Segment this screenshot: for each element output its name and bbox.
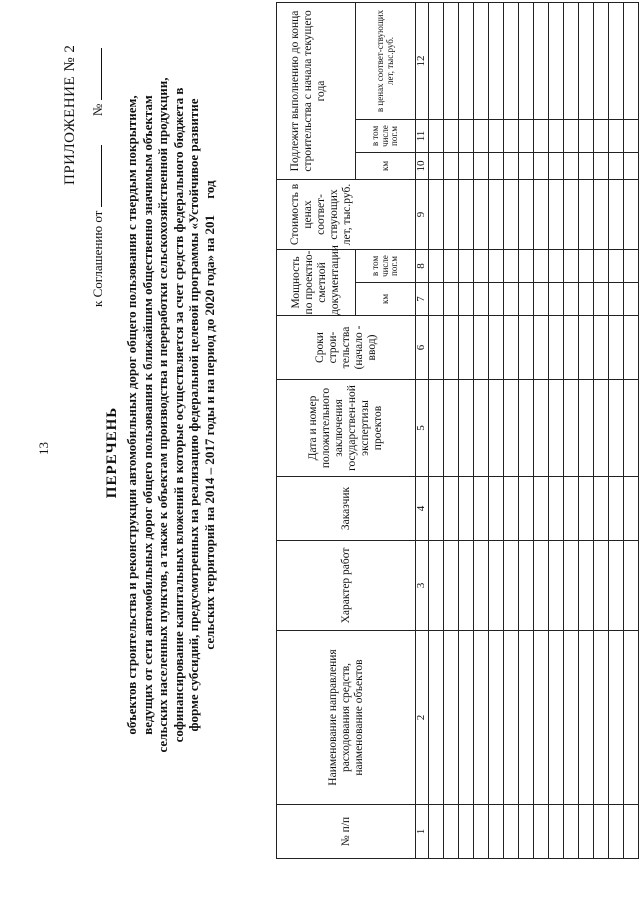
table-cell xyxy=(623,316,638,380)
table-cell xyxy=(578,631,593,805)
table-cell xyxy=(578,477,593,541)
table-cell xyxy=(593,152,608,179)
table-cell xyxy=(458,152,473,179)
table-cell xyxy=(473,2,488,119)
subtitle-line: сельских территорий на 2014 – 2017 годы и на период до 2020 года» на 201 год xyxy=(201,180,217,650)
column-number: 8 xyxy=(416,249,429,282)
subheader-pog-m: в том числе пог.м xyxy=(356,119,416,152)
table-cell xyxy=(503,179,518,249)
table-cell xyxy=(593,805,608,859)
table-cell xyxy=(623,283,638,316)
table-cell xyxy=(608,283,623,316)
table-cell xyxy=(533,152,548,179)
table-cell xyxy=(443,805,458,859)
table-cell xyxy=(578,380,593,477)
table-cell xyxy=(563,119,578,152)
table-cell xyxy=(518,152,533,179)
table-row xyxy=(458,2,473,858)
table-cell xyxy=(473,179,488,249)
table-cell xyxy=(548,2,563,119)
table-cell xyxy=(443,380,458,477)
table-cell xyxy=(578,2,593,119)
table-cell xyxy=(563,316,578,380)
table-row xyxy=(428,2,443,858)
table-cell xyxy=(503,316,518,380)
table-cell xyxy=(563,283,578,316)
table-cell xyxy=(443,283,458,316)
table-row xyxy=(518,2,533,858)
table-cell xyxy=(503,805,518,859)
table-cell xyxy=(623,2,638,119)
table-cell xyxy=(533,2,548,119)
table-cell xyxy=(428,380,443,477)
table-cell xyxy=(593,249,608,282)
table-cell xyxy=(533,283,548,316)
table-cell xyxy=(548,541,563,631)
table-cell xyxy=(458,249,473,282)
table-cell xyxy=(548,316,563,380)
table-cell xyxy=(503,2,518,119)
table-cell xyxy=(593,179,608,249)
table-cell xyxy=(518,2,533,119)
table-cell xyxy=(473,631,488,805)
column-number: 1 xyxy=(416,805,429,859)
table-cell xyxy=(533,179,548,249)
column-number: 6 xyxy=(416,316,429,380)
table-cell xyxy=(593,2,608,119)
subheader-price: в ценах соответ-ствующих лет, тыс.руб. xyxy=(356,2,416,119)
header-customer: Заказчик xyxy=(277,477,416,541)
table-cell xyxy=(443,249,458,282)
table-cell xyxy=(443,152,458,179)
table-cell xyxy=(608,631,623,805)
annex-label: ПРИЛОЖЕНИЕ № 2 xyxy=(62,44,78,185)
table-cell xyxy=(548,631,563,805)
header-row xyxy=(277,2,356,858)
table-cell xyxy=(533,119,548,152)
table-cell xyxy=(503,631,518,805)
table-cell xyxy=(488,380,503,477)
table-cell xyxy=(443,477,458,541)
table-cell xyxy=(428,249,443,282)
table-cell xyxy=(458,119,473,152)
table-cell xyxy=(488,152,503,179)
table-cell xyxy=(473,316,488,380)
table-cell xyxy=(548,380,563,477)
table-cell xyxy=(458,477,473,541)
table-cell xyxy=(503,380,518,477)
table-cell xyxy=(458,541,473,631)
table-cell xyxy=(623,179,638,249)
table-cell xyxy=(593,477,608,541)
table-cell xyxy=(533,249,548,282)
subtitle-line: объектов строительства и реконструкции автомобильных дорог общего пользования с твердым покрытием, xyxy=(124,95,139,735)
table-cell xyxy=(488,2,503,119)
table-cell xyxy=(548,477,563,541)
table-cell xyxy=(473,380,488,477)
table-cell xyxy=(458,179,473,249)
table-cell xyxy=(563,152,578,179)
table-cell xyxy=(443,179,458,249)
table-cell xyxy=(608,179,623,249)
table-cell xyxy=(443,2,458,119)
table-cell xyxy=(623,805,638,859)
table-cell xyxy=(563,249,578,282)
table-row xyxy=(488,2,503,858)
table-cell xyxy=(488,631,503,805)
header-number: № п/п xyxy=(277,805,416,859)
table-row xyxy=(548,2,563,858)
table-cell xyxy=(548,805,563,859)
table-cell xyxy=(488,179,503,249)
table-cell xyxy=(458,316,473,380)
table-cell xyxy=(608,541,623,631)
table-row xyxy=(608,2,623,858)
document-title: ПЕРЕЧЕНЬ xyxy=(104,406,120,499)
table-cell xyxy=(548,152,563,179)
table-cell xyxy=(548,249,563,282)
table-cell xyxy=(623,380,638,477)
table-cell xyxy=(458,631,473,805)
document-subtitle xyxy=(124,20,218,810)
table-cell xyxy=(443,119,458,152)
table-cell xyxy=(593,541,608,631)
table-cell xyxy=(503,541,518,631)
table-cell xyxy=(518,316,533,380)
table-cell xyxy=(578,119,593,152)
agreement-date-blank xyxy=(90,145,102,207)
table-cell xyxy=(623,541,638,631)
table-cell xyxy=(578,316,593,380)
table-cell xyxy=(443,316,458,380)
table-cell xyxy=(473,541,488,631)
column-number: 9 xyxy=(416,179,429,249)
table-cell xyxy=(578,249,593,282)
table-cell xyxy=(593,283,608,316)
subtitle-line: ведущих от сети автомобильных дорог общего пользования к ближайшим общественно значимым объектам xyxy=(139,95,155,735)
table-cell xyxy=(473,283,488,316)
table-row xyxy=(593,2,608,858)
subtitle-line: сельских населенных пунктов, а также к объектам производства и переработки сельскохозяйственной продукции, xyxy=(155,77,171,753)
header-work-type: Характер работ xyxy=(277,541,416,631)
table-cell xyxy=(458,805,473,859)
table-cell xyxy=(428,805,443,859)
table-cell xyxy=(533,316,548,380)
table-cell xyxy=(518,380,533,477)
table-row xyxy=(563,2,578,858)
subheader-km: км xyxy=(356,283,416,316)
table-cell xyxy=(518,541,533,631)
table-cell xyxy=(473,249,488,282)
column-number: 11 xyxy=(416,119,429,152)
table-cell xyxy=(623,152,638,179)
table-cell xyxy=(623,477,638,541)
table-cell xyxy=(563,805,578,859)
header-remaining: Подлежит выполнению до конца строительства с начала текущего года xyxy=(277,2,356,179)
header-terms: Сроки строи-тельства (начало - ввод) xyxy=(277,316,416,380)
table-cell xyxy=(488,805,503,859)
table-cell xyxy=(428,2,443,119)
column-number: 7 xyxy=(416,283,429,316)
table-cell xyxy=(518,179,533,249)
table-cell xyxy=(593,119,608,152)
table-cell xyxy=(428,179,443,249)
table-cell xyxy=(518,119,533,152)
table-cell xyxy=(563,631,578,805)
table-row xyxy=(623,2,638,858)
table-row xyxy=(578,2,593,858)
table-cell xyxy=(608,805,623,859)
table-cell xyxy=(608,2,623,119)
subtitle-line: форме субсидий, предусмотренных на реализацию федеральной целевой программы «Устойчивое развитие xyxy=(186,98,202,732)
table-cell xyxy=(428,316,443,380)
table-cell xyxy=(428,541,443,631)
table-cell xyxy=(518,283,533,316)
table-cell xyxy=(458,380,473,477)
table-cell xyxy=(518,805,533,859)
table-cell xyxy=(473,477,488,541)
header-cost: Стоимость в ценах соответ-ствующих лет, тыс.руб. xyxy=(277,179,416,249)
table-cell xyxy=(608,316,623,380)
table-cell xyxy=(608,249,623,282)
table-cell xyxy=(503,119,518,152)
header-capacity: Мощность по проектно-сметной документации xyxy=(277,249,356,315)
table-cell xyxy=(563,541,578,631)
table-cell xyxy=(488,477,503,541)
table-cell xyxy=(548,119,563,152)
subheader-km: км xyxy=(356,152,416,179)
table-cell xyxy=(608,152,623,179)
table-cell xyxy=(488,541,503,631)
table-cell xyxy=(428,631,443,805)
table-cell xyxy=(533,380,548,477)
table-cell xyxy=(578,152,593,179)
table-cell xyxy=(488,283,503,316)
table-cell xyxy=(548,179,563,249)
table-cell xyxy=(488,316,503,380)
table-cell xyxy=(473,805,488,859)
agreement-number-blank xyxy=(90,49,102,101)
page-number: 13 xyxy=(36,442,51,455)
table-cell xyxy=(473,119,488,152)
table-cell xyxy=(488,249,503,282)
table-cell xyxy=(503,152,518,179)
table-cell xyxy=(503,283,518,316)
table-cell xyxy=(428,119,443,152)
table-cell xyxy=(503,477,518,541)
subtitle-line: софинансирование капитальных вложений в которые осуществляется за счет средств федерального бюджета в xyxy=(170,87,186,743)
subheader-pog-m: в том числе пог.м xyxy=(356,249,416,282)
table-cell xyxy=(503,249,518,282)
table-cell xyxy=(548,283,563,316)
table-row xyxy=(473,2,488,858)
table-cell xyxy=(533,805,548,859)
table-cell xyxy=(428,152,443,179)
table-cell xyxy=(563,2,578,119)
table-cell xyxy=(428,283,443,316)
header-object-name: Наименование направления расходования средств, наименование объектов xyxy=(277,631,416,805)
table-cell xyxy=(533,631,548,805)
table-cell xyxy=(608,119,623,152)
table-cell xyxy=(563,179,578,249)
table-row xyxy=(443,2,458,858)
table-cell xyxy=(623,249,638,282)
table-cell xyxy=(593,631,608,805)
table-cell xyxy=(518,249,533,282)
table-cell xyxy=(473,152,488,179)
table-cell xyxy=(443,541,458,631)
table-cell xyxy=(458,283,473,316)
column-number: 10 xyxy=(416,152,429,179)
table-cell xyxy=(518,631,533,805)
agreement-prefix: к Соглашению от xyxy=(90,210,105,307)
table-cell xyxy=(578,541,593,631)
table-cell xyxy=(623,631,638,805)
table-cell xyxy=(443,631,458,805)
column-number: 2 xyxy=(416,631,429,805)
table-cell xyxy=(623,119,638,152)
table-cell xyxy=(428,477,443,541)
table-row xyxy=(533,2,548,858)
column-number: 3 xyxy=(416,541,429,631)
table-cell xyxy=(593,316,608,380)
column-number: 5 xyxy=(416,380,429,477)
table-cell xyxy=(488,119,503,152)
table-cell xyxy=(533,541,548,631)
table-cell xyxy=(458,2,473,119)
table-cell xyxy=(578,179,593,249)
table-cell xyxy=(563,477,578,541)
table-cell xyxy=(608,380,623,477)
header-expertise: Дата и номер положительного заключения государствен-ной экспертизы проектов xyxy=(277,380,416,477)
table-cell xyxy=(578,283,593,316)
table-cell xyxy=(533,477,548,541)
agreement-number-sign: № xyxy=(90,103,105,117)
table-row xyxy=(503,2,518,858)
column-number: 12 xyxy=(416,2,429,119)
table-cell xyxy=(563,380,578,477)
table-cell xyxy=(578,805,593,859)
column-number: 4 xyxy=(416,477,429,541)
table-cell xyxy=(608,477,623,541)
column-numbers-row xyxy=(416,2,429,858)
table-cell xyxy=(593,380,608,477)
objects-table xyxy=(276,2,639,859)
table-cell xyxy=(518,477,533,541)
